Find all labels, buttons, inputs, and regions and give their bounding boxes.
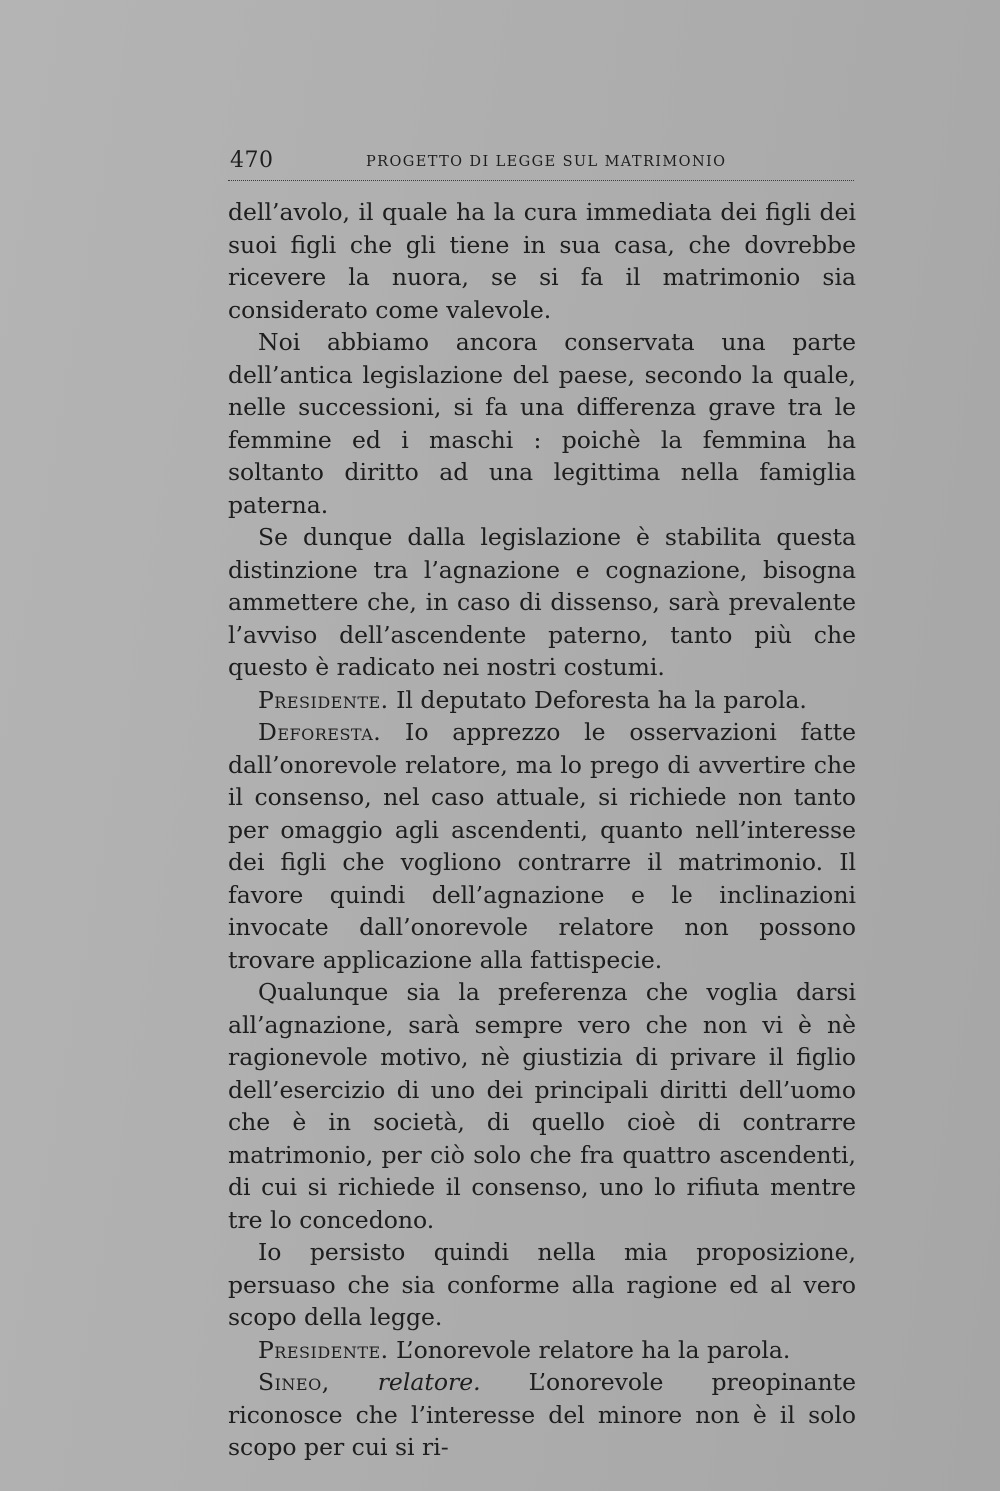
speech-text: Io apprezzo le osservazioni fatte dall’onorevole relatore, ma lo prego di avvertire che il consenso, nel caso attuale, si richiede non tanto per omaggio agli ascendenti, quanto nell’interesse dei figli che vogliono contrarre il matrimonio. Il favore quindi dell’agnazione e le inclinazioni invocate dall’onorevole relatore non possono trovare applicazione alla fattispecie.: [228, 718, 856, 974]
page-header: [228, 148, 852, 180]
paragraph-text: Noi abbiamo ancora conservata una parte dell’antica legislazione del paese, secondo la quale, nelle successioni, si fa una differenza grave tra le femmine ed i maschi : poichè la femmina ha soltanto diritto ad una legittima nella famiglia paterna.: [228, 328, 856, 519]
header-rule: [228, 180, 854, 181]
speech-sineo: [228, 1366, 856, 1464]
speech-presidente: [228, 684, 856, 717]
speaker-name: Presidente.: [258, 685, 389, 714]
paragraph: [228, 976, 856, 1236]
speaker-role: relatore.: [377, 1368, 481, 1396]
paragraph-text: Io persisto quindi nella mia proposizione, persuaso che sia conforme alla ragione ed al vero scopo della legge.: [228, 1238, 856, 1331]
page-body: [228, 196, 856, 1464]
running-title: PROGETTO DI LEGGE SUL MATRIMONIO: [366, 154, 727, 170]
speech-text: L’onorevole preopinante riconosce che l’interesse del minore non è il solo scopo per cui si ri-: [228, 1368, 856, 1461]
paragraph-text: Qualunque sia la preferenza che voglia darsi all’agnazione, sarà sempre vero che non vi è nè ragionevole motivo, nè giustizia di privare il figlio dell’esercizio di uno dei principali diritti dell’uomo che è in società, di quello cioè di contrarre matrimonio, per ciò solo che fra quattro ascendenti, di cui si richiede il consenso, uno lo rifiuta mentre tre lo concedono.: [228, 978, 856, 1234]
paragraph: [228, 1236, 856, 1334]
paragraph-text: Se dunque dalla legislazione è stabilita questa distinzione tra l’agnazione e cognazione, bisogna ammettere che, in caso di dissenso, sarà prevalente l’avviso dell’ascendente paterno, tanto più che questo è radicato nei nostri costumi.: [228, 523, 856, 681]
paragraph-text: dell’avolo, il quale ha la cura immediata dei figli dei suoi figli che gli tiene in sua casa, che dovrebbe ricevere la nuora, se si fa il matrimonio sia considerato come valevole.: [228, 198, 856, 324]
speaker-name: Sineo,: [258, 1368, 330, 1396]
speech-text: Il deputato Deforesta ha la parola.: [396, 685, 807, 714]
paragraph: [228, 326, 856, 521]
speech-presidente: [228, 1334, 856, 1367]
page-number: 470: [230, 148, 274, 173]
paragraph: [228, 521, 856, 684]
paragraph-continuation: [228, 196, 856, 326]
speaker-name: Presidente.: [258, 1335, 389, 1364]
speaker-name: Deforesta.: [258, 718, 382, 746]
speech-text: L’onorevole relatore ha la parola.: [396, 1335, 791, 1364]
speech-deforesta: [228, 716, 856, 976]
